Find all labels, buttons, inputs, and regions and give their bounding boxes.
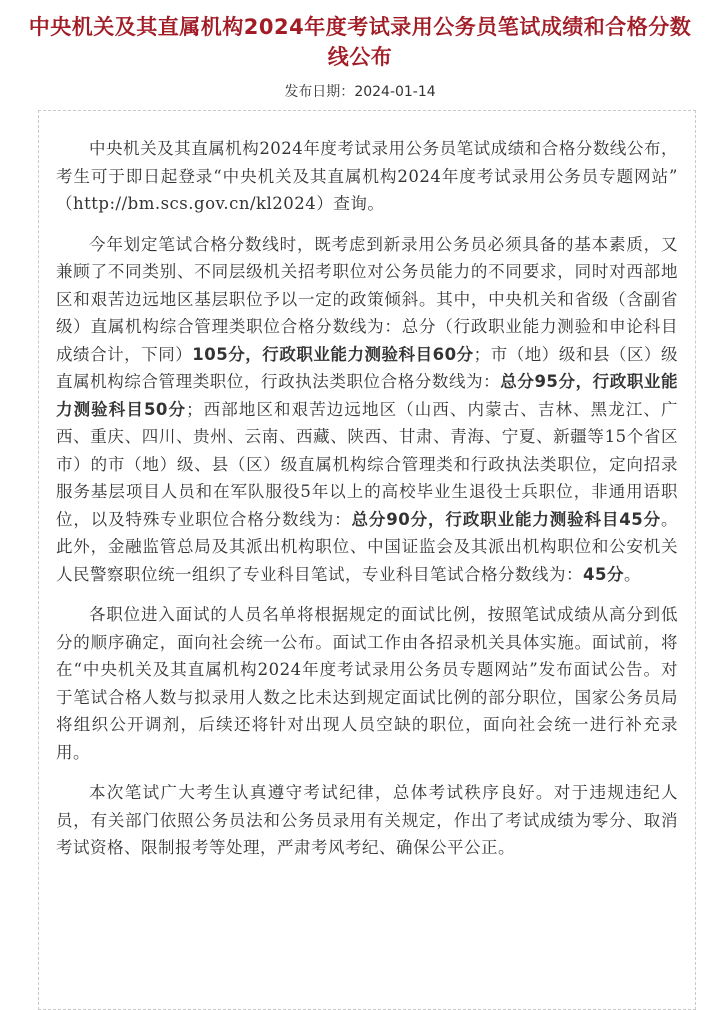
score-lines-text-2: ；市（地）级和县（区）级直属机构综合管理类职位，行政执法类职位合格分数线为： bbox=[56, 344, 679, 391]
score-western-special-bold: 总分90分，行政职业能力测验科目45分 bbox=[351, 509, 661, 529]
score-lines-text-5: 。 bbox=[623, 564, 641, 584]
intro-text: 中央机关及其直属机构2024年度考试录用公务员笔试成绩和合格分数线公布，考生可于即日起登录“中央机关及其直属机构2024年度考试录用公务员专题网站”（ bbox=[56, 139, 678, 213]
article-box bbox=[38, 110, 696, 1010]
publish-date bbox=[0, 81, 720, 101]
site-url: http://bm.scs.gov.cn/kl2024 bbox=[73, 194, 317, 213]
paragraph-score-lines bbox=[56, 231, 678, 589]
page-title: 中央机关及其直属机构2024年度考试录用公务员笔试成绩和合格分数线公布 bbox=[28, 15, 692, 69]
intro-text-end: ）查询。 bbox=[316, 194, 385, 213]
publish-date-label: 发布日期： bbox=[284, 84, 355, 100]
score-city-county-bold: 总分95分，行政职业能力测验科目50分 bbox=[56, 372, 679, 419]
publish-date-value: 2024-01-14 bbox=[354, 84, 436, 100]
score-lines-text-3: ；西部地区和艰苦边远地区（山西、内蒙古、吉林、黑龙江、广西、重庆、四川、贵州、云南、西藏、陕西、甘肃、青海、宁夏、新疆等15个省区市）的市（地）级、县（区）级直属机构综合管理类和行政执法类职位，定向招录服务基层项目人员和在军队服役5年以上的高校毕业生退役士兵职位，非通用语职位，以及特殊专业职位合格分数线为： bbox=[56, 399, 679, 529]
paragraph-interview: 各职位进入面试的人员名单将根据规定的面试比例，按照笔试成绩从高分到低分的顺序确定，面向社会统一公布。面试工作由各招录机关具体实施。面试前，将在“中央机关及其直属机构2024年度考试录用公务员专题网站”发布面试公告。对于笔试合格人数与拟录用人数之比未达到规定面试比例的部分职位，国家公务员局将组织公开调剂，后续还将针对出现人员空缺的职位，面向社会统一进行补充录用。 bbox=[56, 605, 678, 762]
score-lines-text-1: 今年划定笔试合格分数线时，既考虑到新录用公务员必须具备的基本素质，又兼顾了不同类别、不同层级机关招考职位对公务员能力的不同要求，同时对西部地区和艰苦边远地区基层职位予以一定的政策倾斜。其中，中央机关和省级（含副省级）直属机构综合管理类职位合格分数线为：总分（行政职业能力测验和申论科目成绩合计，下同） bbox=[56, 234, 678, 364]
score-lines-text-4: 。此外，金融监管总局及其派出机构职位、中国证监会及其派出机构职位和公安机关人民警察职位统一组织了专业科目笔试，专业科目笔试合格分数线为： bbox=[56, 509, 678, 584]
score-central-level-bold: 105分，行政职业能力测验科目60分 bbox=[192, 344, 474, 364]
paragraph-intro bbox=[56, 135, 678, 218]
score-professional-subject-bold: 45分 bbox=[583, 564, 624, 584]
paragraph-discipline: 本次笔试广大考生认真遵守考试纪律，总体考试秩序良好。对于违规违纪人员，有关部门依照公务员法和公务员录用有关规定，作出了考试成绩为零分、取消考试资格、限制报考等处理，严肃考风考纪、确保公平公正。 bbox=[56, 783, 678, 857]
